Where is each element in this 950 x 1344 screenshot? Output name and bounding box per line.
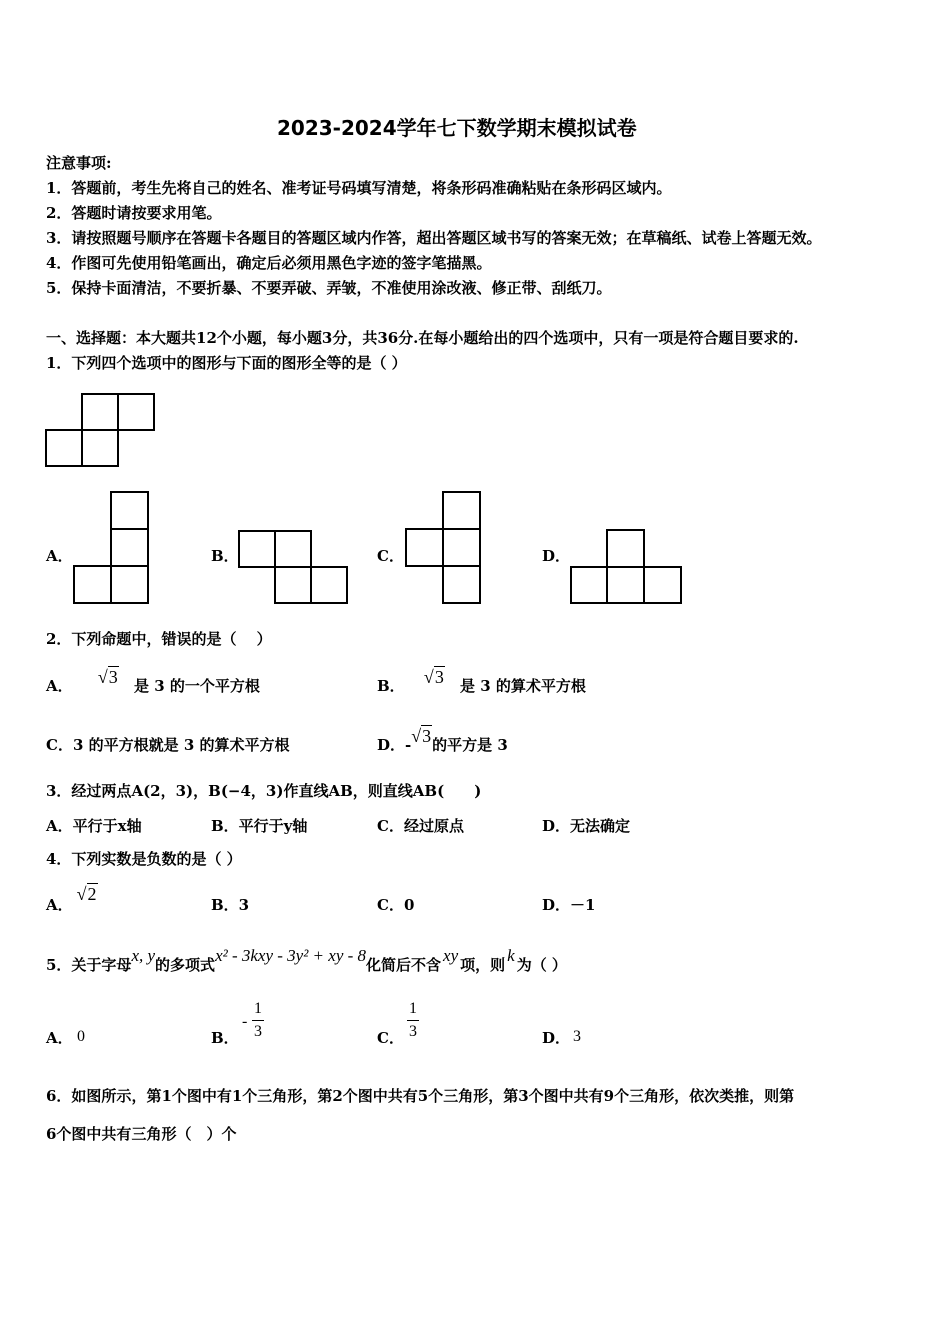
q2-option-d-text: 的平方是 3 — [432, 736, 508, 754]
q4-option-b: B．3 — [211, 896, 250, 914]
q3-option-c: C．经过原点 — [377, 817, 464, 835]
q5-polynomial: x² - 3kxy - 3y² + xy - 8 — [215, 946, 367, 965]
q5-option-b-label: B． — [211, 1029, 239, 1047]
notice-item: 1．答题前，考生先将自己的姓名、准考证号码填写清楚，将条形码准确粘贴在条形码区域内。 — [46, 179, 672, 197]
q1-option-b-label: B． — [211, 547, 239, 565]
question-2-stem: 2．下列命题中，错误的是（ ） — [46, 630, 272, 648]
q2-option-a-label: A． — [46, 677, 73, 695]
sqrt-symbol: √3 — [97, 667, 118, 687]
q5-stem-part5: 为（ ） — [516, 956, 567, 974]
q5-variables: x, y — [131, 946, 156, 965]
q5-option-d-label: D． — [542, 1029, 571, 1047]
fraction-bar — [252, 1020, 264, 1021]
question-4-stem: 4．下列实数是负数的是（ ） — [46, 850, 242, 868]
question-6-stem-line2: 6个图中共有三角形（ ）个 — [46, 1125, 237, 1143]
q2-option-d — [377, 726, 508, 755]
q5-option-c-fraction — [407, 1000, 419, 1041]
q1-option-c-figure — [405, 491, 485, 605]
q2-option-b — [377, 667, 586, 696]
q4-option-a-label: A． — [46, 896, 73, 914]
q1-option-a-figure — [73, 491, 153, 605]
sqrt-symbol: √3 — [423, 667, 444, 687]
question-3-stem: 3．经过两点A(2，3)，B(−4，3)作直线AB，则直线AB( ) — [46, 782, 482, 800]
notice-item: 4．作图可先使用铅笔画出，确定后必须用黑色字迹的签字笔描黑。 — [46, 254, 492, 272]
section-heading: 一、选择题：本大题共12个小题，每小题3分，共36分.在每小题给出的四个选项中，只有一项是符合题目要求的. — [46, 329, 799, 347]
question-1-stem: 1．下列四个选项中的图形与下面的图形全等的是（ ） — [46, 354, 407, 372]
q2-option-a-radicand: 3 — [108, 667, 118, 687]
sqrt-symbol: √2 — [76, 884, 97, 904]
fraction-denominator: 3 — [254, 1023, 262, 1040]
q5-stem-part3: 化简后不含 — [366, 956, 442, 974]
notice-header: 注意事项: — [46, 154, 112, 172]
q1-option-c-label: C． — [377, 547, 404, 565]
q4-option-c: C．0 — [377, 896, 415, 914]
fraction-numerator: 1 — [409, 1000, 417, 1017]
fraction-bar — [407, 1020, 419, 1021]
q4-option-a — [46, 884, 98, 915]
notice-item: 3．请按照题号顺序在答题卡各题目的答题区域内作答，超出答题区域书写的答案无效；在草稿纸、试卷上答题无效。 — [46, 229, 822, 247]
q4-option-d: D．－1 — [542, 896, 596, 914]
q1-reference-figure — [45, 393, 157, 469]
notice-item: 2．答题时请按要求用笔。 — [46, 204, 222, 222]
q5-stem-part2: 的多项式 — [155, 956, 216, 974]
question-5-stem — [46, 946, 567, 975]
q1-option-a-label: A． — [46, 547, 73, 565]
notice-item: 5．保持卡面清洁，不要折暴、不要弄破、弄皱，不准使用涂改液、修正带、刮纸刀。 — [46, 279, 612, 297]
sqrt-symbol: √3 — [411, 726, 432, 746]
q5-option-a-label: A． — [46, 1029, 73, 1047]
q5-stem-part1: 5．关于字母 — [46, 956, 132, 974]
q1-option-d-figure — [570, 529, 684, 605]
page-title: 2023-2024学年七下数学期末模拟试卷 — [277, 116, 637, 140]
q2-option-b-text: 是 3 的算术平方根 — [460, 677, 586, 695]
q2-option-d-radicand: 3 — [422, 726, 432, 746]
q5-option-b-fraction — [252, 1000, 264, 1041]
q2-option-a — [46, 667, 260, 696]
q5-option-a-value: 0 — [77, 1028, 85, 1045]
q5-stem-part4: 项，则 — [460, 956, 506, 974]
fraction-denominator: 3 — [409, 1023, 417, 1040]
q5-option-b-sign: - — [242, 1013, 248, 1030]
q5-option-c-label: C． — [377, 1029, 404, 1047]
q2-option-b-radicand: 3 — [434, 667, 444, 687]
q3-option-a: A．平行于x轴 — [46, 817, 142, 835]
q1-option-d-label: D． — [542, 547, 571, 565]
fraction-numerator: 1 — [254, 1000, 262, 1017]
q2-option-c: C．3 的平方根就是 3 的算术平方根 — [46, 736, 290, 754]
q5-term: xy — [443, 946, 459, 965]
q5-k: k — [507, 946, 515, 965]
question-6-stem-line1: 6．如图所示，第1个图中有1个三角形，第2个图中共有5个三角形，第3个图中共有9个三角形，依次类推，则第 — [46, 1087, 795, 1105]
q2-option-a-text: 是 3 的一个平方根 — [134, 677, 260, 695]
q3-option-d: D．无法确定 — [542, 817, 631, 835]
q1-option-b-figure — [238, 530, 350, 606]
q3-option-b: B．平行于y轴 — [211, 817, 308, 835]
q2-option-b-label: B． — [377, 677, 405, 695]
q5-option-d-value: 3 — [573, 1028, 581, 1045]
q2-option-d-label: D．- — [377, 736, 412, 754]
q4-option-a-radicand: 2 — [87, 884, 97, 904]
